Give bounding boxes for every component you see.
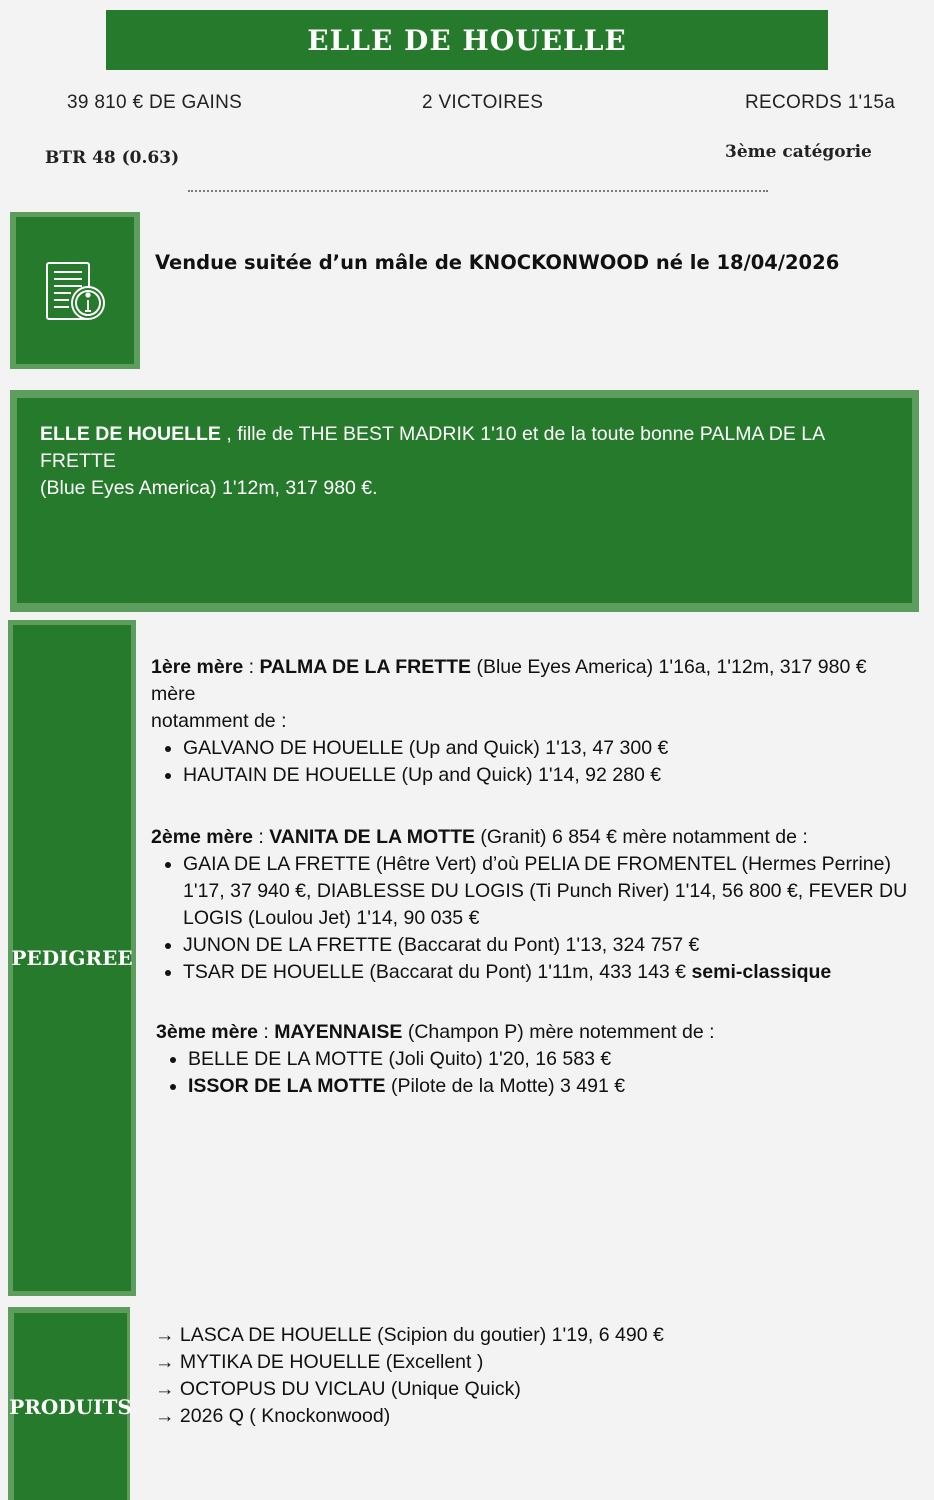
mere2-name: VANITA DE LA MOTTE (269, 826, 476, 848)
sale-icon-box (16, 217, 134, 364)
divider (188, 190, 768, 192)
page-title: ELLE DE HOUELLE (106, 10, 828, 70)
list-item: → MYTIKA DE HOUELLE (Excellent ) (155, 1351, 484, 1373)
produits-label: PRODUITS (14, 1313, 127, 1500)
list-item: • ISSOR DE LA MOTTE (Pilote de la Motte) 3 491 € (188, 1073, 911, 1100)
categorie-stat: 3ème catégorie (725, 142, 872, 162)
list-item: • BELLE DE LA MOTTE (Joli Quito) 1'20, 16 583 € (188, 1046, 911, 1073)
semi-classique-badge: semi-classique (691, 961, 832, 983)
list-item: → OCTOPUS DU VICLAU (Unique Quick) (155, 1378, 521, 1400)
produits-list (155, 1322, 915, 1430)
document-info-icon (43, 259, 107, 323)
mere2-section: 2ème mère : VANITA DE LA MOTTE (Granit) 6 854 € mère notamment de : • GAIA DE LA FRETTE (Hêtre Vert) d’où PELIA DE FROMENTEL (Hermes Perrine) 1'17, 37 940 €, DIABLESSE DU LOGIS (Ti Punch River) 1'14, 56 800 €, FEVER DU LOGIS (Loulou Jet) 1'14, 90 035 € • JUNON DE LA FRETTE (Baccarat du Pont) 1'13, 324 757 € • TSAR DE HOUELLE (Baccarat du Pont) 1'11m, 433 143 € semi-classique (151, 824, 911, 986)
sale-text: Vendue suitée d’un mâle de KNOCKONWOOD né le 18/04/2026 (155, 251, 840, 274)
gains-stat: 39 810 € DE GAINS (67, 92, 243, 113)
victoires-stat: 2 VICTOIRES (422, 92, 544, 113)
pedigree-label: PEDIGREE (13, 625, 131, 1291)
list-item: • HAUTAIN DE HOUELLE (Up and Quick) 1'14, 92 280 € (183, 762, 911, 789)
list-item: • GAIA DE LA FRETTE (Hêtre Vert) d’où PELIA DE FROMENTEL (Hermes Perrine) 1'17, 37 940 €, DIABLESSE DU LOGIS (Ti Punch River) 1'14, 56 800 €, FEVER DU LOGIS (Loulou Jet) 1'14, 90 035 € (183, 851, 911, 932)
mere3-name: MAYENNAISE (274, 1021, 403, 1043)
intro-text: ELLE DE HOUELLE , fille de THE BEST MADRIK 1'10 et de la toute bonne PALMA DE LA FRETTE (Blue Eyes America) 1'12m, 317 980 €. (40, 423, 825, 499)
list-item: • JUNON DE LA FRETTE (Baccarat du Pont) 1'13, 324 757 € (183, 932, 911, 959)
list-item: • TSAR DE HOUELLE (Baccarat du Pont) 1'11m, 433 143 € semi-classique (183, 959, 911, 986)
records-stat: RECORDS 1'15a (745, 92, 896, 113)
btr-stat: BTR 48 (0.63) (45, 148, 180, 168)
mere1-name: PALMA DE LA FRETTE (259, 656, 472, 678)
list-item: → LASCA DE HOUELLE (Scipion du goutier) 1'19, 6 490 € (155, 1324, 664, 1346)
mere1-section: 1ère mère : PALMA DE LA FRETTE (Blue Eyes America) 1'16a, 1'12m, 317 980 € mère notamment de : • GALVANO DE HOUELLE (Up and Quick) 1'13, 47 300 € • HAUTAIN DE HOUELLE (Up and Quick) 1'14, 92 280 € (151, 654, 911, 789)
list-item: • GALVANO DE HOUELLE (Up and Quick) 1'13, 47 300 € (183, 735, 911, 762)
intro-horse-name: ELLE DE HOUELLE (40, 423, 221, 445)
mere3-section: 3ème mère : MAYENNAISE (Champon P) mère notemment de : • BELLE DE LA MOTTE (Joli Quito) 1'20, 16 583 € • ISSOR DE LA MOTTE (Pilote de la Motte) 3 491 € (156, 1019, 911, 1100)
list-item: → 2026 Q ( Knockonwood) (155, 1405, 391, 1427)
